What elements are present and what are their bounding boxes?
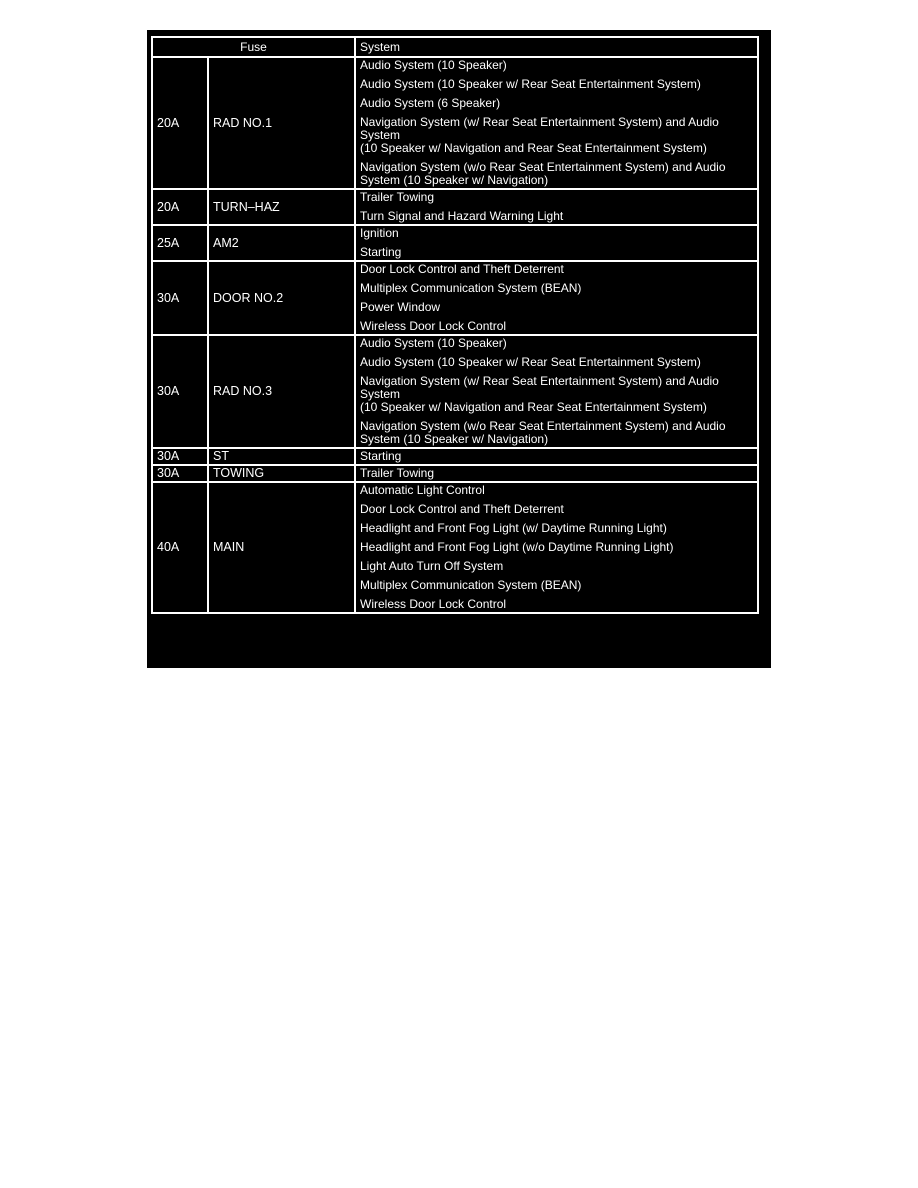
table-header-row [152, 37, 758, 57]
system-item: Navigation System (w/ Rear Seat Entertainment System) and Audio System (10 Speaker w/ Navigation and Rear Seat Entertainment System) [360, 374, 719, 414]
header-fuse: Fuse [152, 37, 355, 57]
fuse-amperage: 25A [152, 225, 208, 261]
fuse-systems [355, 448, 758, 465]
table-row [152, 261, 758, 335]
system-item: Ignition [360, 226, 399, 240]
table-row [152, 225, 758, 261]
fuse-amperage: 20A [152, 57, 208, 189]
fuse-systems [355, 225, 758, 261]
fuse-name: RAD NO.1 [208, 57, 355, 189]
fuse-systems [355, 261, 758, 335]
fuse-table [151, 36, 759, 614]
table-body [152, 57, 758, 613]
system-item: Audio System (10 Speaker w/ Rear Seat Entertainment System) [360, 355, 701, 369]
fuse-table-frame [147, 30, 771, 668]
system-item: Light Auto Turn Off System [360, 559, 504, 573]
fuse-name: ST [208, 448, 355, 465]
table-row [152, 482, 758, 613]
fuse-name: MAIN [208, 482, 355, 613]
fuse-name: RAD NO.3 [208, 335, 355, 448]
system-item: Navigation System (w/o Rear Seat Entertainment System) and Audio System (10 Speaker w/ Navigation) [360, 419, 726, 446]
system-item: Audio System (10 Speaker) [360, 336, 507, 350]
fuse-systems [355, 465, 758, 482]
fuse-name: DOOR NO.2 [208, 261, 355, 335]
system-item: Door Lock Control and Theft Deterrent [360, 502, 564, 516]
fuse-amperage: 30A [152, 465, 208, 482]
system-item: Turn Signal and Hazard Warning Light [360, 209, 564, 223]
system-item: Starting [360, 245, 402, 259]
fuse-systems [355, 482, 758, 613]
system-item: Audio System (10 Speaker) [360, 58, 507, 72]
system-item: Headlight and Front Fog Light (w/o Daytime Running Light) [360, 540, 674, 554]
table-row [152, 465, 758, 482]
fuse-amperage: 30A [152, 335, 208, 448]
fuse-systems [355, 189, 758, 225]
system-item: Wireless Door Lock Control [360, 319, 507, 333]
fuse-name: TURN–HAZ [208, 189, 355, 225]
system-item: Trailer Towing [360, 466, 435, 480]
system-item: Headlight and Front Fog Light (w/ Daytime Running Light) [360, 521, 667, 535]
fuse-amperage: 40A [152, 482, 208, 613]
header-system: System [355, 37, 758, 57]
system-item: Audio System (6 Speaker) [360, 96, 501, 110]
system-item: Door Lock Control and Theft Deterrent [360, 262, 564, 276]
fuse-name: AM2 [208, 225, 355, 261]
fuse-systems [355, 335, 758, 448]
table-row [152, 448, 758, 465]
system-item: Audio System (10 Speaker w/ Rear Seat Entertainment System) [360, 77, 701, 91]
table-row [152, 189, 758, 225]
system-item: Multiplex Communication System (BEAN) [360, 578, 582, 592]
fuse-amperage: 30A [152, 448, 208, 465]
system-item: Wireless Door Lock Control [360, 597, 507, 611]
table-row [152, 335, 758, 448]
system-item: Navigation System (w/o Rear Seat Entertainment System) and Audio System (10 Speaker w/ Navigation) [360, 160, 726, 187]
system-item: Multiplex Communication System (BEAN) [360, 281, 582, 295]
fuse-name: TOWING [208, 465, 355, 482]
system-item: Trailer Towing [360, 190, 435, 204]
system-item: Power Window [360, 300, 441, 314]
table-row [152, 57, 758, 189]
fuse-amperage: 30A [152, 261, 208, 335]
system-item: Starting [360, 449, 402, 463]
system-item: Navigation System (w/ Rear Seat Entertainment System) and Audio System (10 Speaker w/ Navigation and Rear Seat Entertainment System) [360, 115, 719, 155]
fuse-systems [355, 57, 758, 189]
system-item: Automatic Light Control [360, 483, 485, 497]
fuse-amperage: 20A [152, 189, 208, 225]
